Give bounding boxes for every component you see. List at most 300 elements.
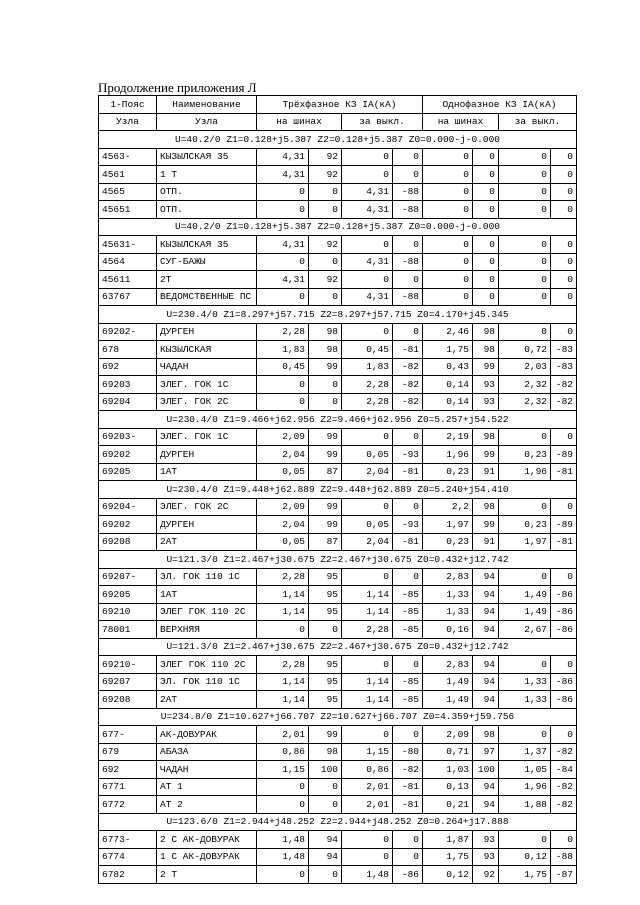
table-cell: АТ 1 <box>157 778 257 796</box>
table-cell: 99 <box>309 516 342 534</box>
table-cell: 0 <box>499 236 551 254</box>
table-cell: -87 <box>551 866 577 884</box>
table-row <box>99 831 577 849</box>
table-cell: 1,75 <box>423 848 473 866</box>
table-cell: 0 <box>423 183 473 201</box>
table-cell: 0 <box>551 253 577 271</box>
table-cell: 0 <box>499 288 551 306</box>
table-row <box>99 603 577 621</box>
table-cell: 69207 <box>99 673 157 691</box>
table-cell: ЭЛ. ГОК 110 1С <box>157 673 257 691</box>
table-cell: ЭЛЕГ. ГОК 1С <box>157 376 257 394</box>
table-cell: -86 <box>551 586 577 604</box>
table-cell: 0 <box>342 848 393 866</box>
table-cell: 2,01 <box>342 778 393 796</box>
table-cell: 2,28 <box>342 376 393 394</box>
table-cell: 0 <box>499 148 551 166</box>
table-cell: 0 <box>342 428 393 446</box>
table-cell: 2Т <box>157 271 257 289</box>
table-row <box>99 498 577 516</box>
table-cell: 0 <box>551 201 577 219</box>
table-cell: -82 <box>393 393 423 411</box>
table-cell: 4565 <box>99 183 157 201</box>
table-cell: 0,13 <box>423 778 473 796</box>
table-cell: 0 <box>309 778 342 796</box>
table-cell: 0 <box>309 621 342 639</box>
table-cell: 0,72 <box>499 341 551 359</box>
block-parameters-row <box>99 813 577 831</box>
table-cell: 0 <box>473 236 499 254</box>
table-cell: -85 <box>393 621 423 639</box>
table-row <box>99 288 577 306</box>
table-cell: -85 <box>393 673 423 691</box>
header-3ph-behind-breaker: за выкл. <box>342 113 423 131</box>
table-cell: 0 <box>423 288 473 306</box>
table-cell: 0,71 <box>423 743 473 761</box>
table-cell: 1,49 <box>423 673 473 691</box>
table-row <box>99 726 577 744</box>
table-row <box>99 183 577 201</box>
table-cell: 0 <box>309 866 342 884</box>
table-row <box>99 533 577 551</box>
table-cell: 1,14 <box>257 603 309 621</box>
table-cell: 0 <box>309 796 342 814</box>
header-node-belt: 1-Пояс <box>99 96 157 114</box>
table-cell: ДУРГЕН <box>157 516 257 534</box>
table-cell: 1,15 <box>342 743 393 761</box>
table-cell: 0,05 <box>342 446 393 464</box>
table-cell: 0 <box>309 393 342 411</box>
table-cell: 87 <box>309 463 342 481</box>
table-cell: 4564 <box>99 253 157 271</box>
table-cell: 0,86 <box>342 761 393 779</box>
table-cell: 0 <box>551 428 577 446</box>
table-cell: 0 <box>551 271 577 289</box>
header-row-2 <box>99 113 577 131</box>
table-cell: -89 <box>551 516 577 534</box>
table-cell: -89 <box>551 446 577 464</box>
table-cell: 0 <box>473 148 499 166</box>
table-cell: 69203- <box>99 428 157 446</box>
table-cell: 4,31 <box>342 183 393 201</box>
table-cell: 1,14 <box>342 586 393 604</box>
table-cell: 1,33 <box>499 691 551 709</box>
table-row <box>99 761 577 779</box>
table-cell: 1 Т <box>157 166 257 184</box>
table-cell: ЭЛЕГ. ГОК 2С <box>157 498 257 516</box>
table-cell: 0,14 <box>423 393 473 411</box>
table-cell: 0 <box>393 148 423 166</box>
table-row <box>99 428 577 446</box>
table-cell: 6771 <box>99 778 157 796</box>
table-cell: -86 <box>551 673 577 691</box>
table-cell: 98 <box>473 323 499 341</box>
table-cell: 94 <box>473 586 499 604</box>
table-cell: -83 <box>551 341 577 359</box>
table-cell: 1,14 <box>257 691 309 709</box>
table-cell: 0 <box>257 376 309 394</box>
header-1ph-on-buses: на шинах <box>423 113 499 131</box>
table-cell: -86 <box>551 621 577 639</box>
table-cell: 1,48 <box>257 831 309 849</box>
table-cell: 99 <box>309 428 342 446</box>
table-row <box>99 253 577 271</box>
table-cell: 0 <box>342 498 393 516</box>
table-cell: 4,31 <box>257 166 309 184</box>
table-row <box>99 463 577 481</box>
block-parameters: U=123.6/0 Z1=2.944+j48.252 Z2=2.944+j48.252 Z0=0.264+j17.888 <box>99 813 577 831</box>
table-cell: 0 <box>499 253 551 271</box>
table-cell: 2,04 <box>257 516 309 534</box>
table-cell: 2,01 <box>342 796 393 814</box>
table-cell: 4,31 <box>257 148 309 166</box>
table-cell: 0 <box>551 236 577 254</box>
table-cell: 1,49 <box>499 586 551 604</box>
table-cell: 91 <box>473 463 499 481</box>
table-cell: 92 <box>309 271 342 289</box>
table-cell: 0,23 <box>423 463 473 481</box>
table-cell: 92 <box>309 148 342 166</box>
header-three-phase: Трёхфазное КЗ IA(кА) <box>257 96 423 114</box>
table-cell: 0 <box>257 183 309 201</box>
table-cell: 1,05 <box>499 761 551 779</box>
table-cell: 1,96 <box>423 446 473 464</box>
table-cell: 2,83 <box>423 656 473 674</box>
table-cell: 2,28 <box>342 621 393 639</box>
block-parameters-row <box>99 638 577 656</box>
table-cell: 0 <box>499 271 551 289</box>
header-row-1 <box>99 96 577 114</box>
table-cell: 6773- <box>99 831 157 849</box>
table-cell: 1,14 <box>342 603 393 621</box>
table-cell: 1,97 <box>423 516 473 534</box>
table-cell: 0,14 <box>423 376 473 394</box>
table-cell: -83 <box>551 358 577 376</box>
table-cell: 0 <box>499 568 551 586</box>
table-cell: 1,37 <box>499 743 551 761</box>
table-cell: 1,83 <box>342 358 393 376</box>
table-cell: 0 <box>423 166 473 184</box>
table-cell: 45651 <box>99 201 157 219</box>
table-cell: -93 <box>393 446 423 464</box>
table-cell: 1,33 <box>423 586 473 604</box>
table-cell: 0,12 <box>423 866 473 884</box>
table-cell: 2 С АК-ДОВУРАК <box>157 831 257 849</box>
table-cell: 94 <box>473 603 499 621</box>
table-cell: 1,75 <box>423 341 473 359</box>
table-cell: ЭЛЕГ ГОК 110 2С <box>157 603 257 621</box>
table-cell: 692 <box>99 761 157 779</box>
table-cell: 98 <box>309 341 342 359</box>
table-cell: 0,12 <box>499 848 551 866</box>
short-circuit-table <box>98 95 577 884</box>
table-row <box>99 586 577 604</box>
table-cell: 0 <box>342 148 393 166</box>
table-cell: 0 <box>473 166 499 184</box>
table-cell: 0 <box>423 253 473 271</box>
table-cell: КЫЗЫЛСКАЯ <box>157 341 257 359</box>
table-cell: 0 <box>423 236 473 254</box>
table-cell: 0 <box>342 568 393 586</box>
table-cell: -88 <box>393 253 423 271</box>
table-cell: ЭЛЕГ. ГОК 2С <box>157 393 257 411</box>
table-cell: 0 <box>257 393 309 411</box>
block-parameters-row <box>99 131 577 149</box>
table-cell: 0 <box>499 428 551 446</box>
table-cell: 95 <box>309 603 342 621</box>
table-cell: 0 <box>342 323 393 341</box>
table-cell: 0 <box>551 166 577 184</box>
table-cell: 94 <box>473 568 499 586</box>
table-cell: 0 <box>551 656 577 674</box>
table-cell: 63767 <box>99 288 157 306</box>
table-cell: 4563- <box>99 148 157 166</box>
table-row <box>99 393 577 411</box>
table-cell: 2,03 <box>499 358 551 376</box>
table-cell: -84 <box>551 761 577 779</box>
table-cell: 1,87 <box>423 831 473 849</box>
table-cell: 78001 <box>99 621 157 639</box>
table-cell: 91 <box>473 533 499 551</box>
table-cell: 0 <box>473 288 499 306</box>
table-cell: 0 <box>309 288 342 306</box>
table-cell: 98 <box>473 498 499 516</box>
table-cell: 0,23 <box>499 446 551 464</box>
table-cell: -82 <box>551 778 577 796</box>
table-cell: 0 <box>393 166 423 184</box>
table-cell: 0,86 <box>257 743 309 761</box>
table-cell: 0 <box>499 831 551 849</box>
table-cell: 1,88 <box>499 796 551 814</box>
table-cell: 0 <box>393 236 423 254</box>
table-cell: 45631- <box>99 236 157 254</box>
table-cell: 95 <box>309 673 342 691</box>
table-row <box>99 796 577 814</box>
table-cell: 0 <box>393 428 423 446</box>
block-parameters-row <box>99 708 577 726</box>
table-cell: 92 <box>473 866 499 884</box>
table-row <box>99 358 577 376</box>
table-cell: 0,05 <box>342 516 393 534</box>
table-cell: 0 <box>309 253 342 271</box>
table-cell: 2,28 <box>257 656 309 674</box>
table-cell: -82 <box>393 761 423 779</box>
table-cell: 0 <box>473 183 499 201</box>
table-cell: 94 <box>473 778 499 796</box>
table-cell: 0 <box>393 323 423 341</box>
table-cell: -86 <box>551 603 577 621</box>
table-cell: 94 <box>473 796 499 814</box>
table-row <box>99 568 577 586</box>
table-cell: -82 <box>551 393 577 411</box>
table-cell: 0 <box>393 848 423 866</box>
table-cell: 1,48 <box>257 848 309 866</box>
table-cell: -81 <box>393 778 423 796</box>
table-cell: 69203 <box>99 376 157 394</box>
table-cell: 94 <box>473 656 499 674</box>
table-cell: -81 <box>551 463 577 481</box>
table-cell: 99 <box>309 726 342 744</box>
table-cell: 1,14 <box>257 673 309 691</box>
table-cell: 1,49 <box>499 603 551 621</box>
table-cell: ЧАДАН <box>157 358 257 376</box>
table-cell: 0 <box>393 831 423 849</box>
header-3ph-on-buses: на шинах <box>257 113 342 131</box>
table-cell: 677- <box>99 726 157 744</box>
table-cell: 93 <box>473 831 499 849</box>
table-cell: 1,03 <box>423 761 473 779</box>
table-cell: 0 <box>499 726 551 744</box>
table-cell: 1,83 <box>257 341 309 359</box>
table-cell: 679 <box>99 743 157 761</box>
table-cell: 0 <box>473 271 499 289</box>
table-cell: 0 <box>393 656 423 674</box>
table-cell: АК-ДОВУРАК <box>157 726 257 744</box>
table-cell: -85 <box>393 603 423 621</box>
table-cell: 69202 <box>99 516 157 534</box>
table-row <box>99 656 577 674</box>
block-parameters: U=230.4/0 Z1=9.448+j62.889 Z2=9.448+j62.889 Z0=5.240+j54.410 <box>99 481 577 499</box>
table-row <box>99 148 577 166</box>
table-cell: 1,48 <box>342 866 393 884</box>
table-cell: ВЕРХНЯЯ <box>157 621 257 639</box>
table-cell: 95 <box>309 586 342 604</box>
table-cell: 2АТ <box>157 691 257 709</box>
table-cell: -81 <box>551 533 577 551</box>
table-cell: 100 <box>309 761 342 779</box>
table-cell: 0 <box>393 726 423 744</box>
table-row <box>99 516 577 534</box>
table-cell: 99 <box>309 498 342 516</box>
table-cell: 0 <box>309 183 342 201</box>
header-name: Наименование <box>157 96 257 114</box>
page-heading: Продолжение приложения Л <box>98 80 257 95</box>
table-cell: 1АТ <box>157 586 257 604</box>
table-cell: 1,14 <box>342 691 393 709</box>
table-cell: 2,09 <box>257 428 309 446</box>
table-cell: СУГ-БАЖЫ <box>157 253 257 271</box>
table-cell: 94 <box>473 673 499 691</box>
table-row <box>99 323 577 341</box>
table-cell: -82 <box>551 376 577 394</box>
table-cell: 0 <box>342 831 393 849</box>
table-cell: -85 <box>393 586 423 604</box>
table-row <box>99 201 577 219</box>
table-cell: -82 <box>551 796 577 814</box>
table-cell: 99 <box>473 446 499 464</box>
table-cell: 87 <box>309 533 342 551</box>
table-cell: -88 <box>393 183 423 201</box>
table-cell: 95 <box>309 568 342 586</box>
table-cell: ЧАДАН <box>157 761 257 779</box>
table-cell: 0,16 <box>423 621 473 639</box>
table-cell: 1,75 <box>499 866 551 884</box>
table-cell: 2 Т <box>157 866 257 884</box>
table-cell: 94 <box>473 691 499 709</box>
table-row <box>99 166 577 184</box>
table-cell: 0 <box>257 778 309 796</box>
table-cell: 92 <box>309 236 342 254</box>
table-cell: 0 <box>393 568 423 586</box>
table-row <box>99 621 577 639</box>
table-row <box>99 778 577 796</box>
table-cell: 2АТ <box>157 533 257 551</box>
table-row <box>99 848 577 866</box>
table-cell: 93 <box>473 376 499 394</box>
table-cell: 2,32 <box>499 376 551 394</box>
table-cell: 692 <box>99 358 157 376</box>
table-cell: 2,04 <box>342 533 393 551</box>
table-cell: 2,09 <box>423 726 473 744</box>
table-row <box>99 271 577 289</box>
table-cell: 6782 <box>99 866 157 884</box>
table-cell: ЭЛЕГ ГОК 110 2С <box>157 656 257 674</box>
table-cell: 45611 <box>99 271 157 289</box>
table-cell: 2,67 <box>499 621 551 639</box>
header-node-name: Узла <box>157 113 257 131</box>
table-cell: 2,28 <box>342 393 393 411</box>
table-cell: 69207- <box>99 568 157 586</box>
table-cell: 94 <box>473 621 499 639</box>
table-row <box>99 743 577 761</box>
table-cell: 0 <box>551 183 577 201</box>
block-parameters-row <box>99 306 577 324</box>
table-cell: -93 <box>393 516 423 534</box>
block-parameters: U=230.4/0 Z1=8.297+j57.715 Z2=8.297+j57.715 Z0=4.170+j45.345 <box>99 306 577 324</box>
table-cell: 2,04 <box>257 446 309 464</box>
table-cell: 0 <box>551 498 577 516</box>
table-cell: 100 <box>473 761 499 779</box>
table-cell: 1,33 <box>423 603 473 621</box>
table-cell: 0,05 <box>257 533 309 551</box>
table-cell: 0 <box>342 271 393 289</box>
table-cell: 97 <box>473 743 499 761</box>
table-cell: 4561 <box>99 166 157 184</box>
block-parameters-row <box>99 411 577 429</box>
table-cell: 0 <box>257 796 309 814</box>
table-row <box>99 866 577 884</box>
block-parameters: U=234.8/0 Z1=10.627+j66.707 Z2=10.627+j66.707 Z0=4.359+j59.756 <box>99 708 577 726</box>
table-cell: 1АТ <box>157 463 257 481</box>
header-node: Узла <box>99 113 157 131</box>
table-cell: 0 <box>393 271 423 289</box>
table-cell: 1,49 <box>423 691 473 709</box>
table-cell: КЫЗЫЛСКАЯ 35 <box>157 236 257 254</box>
table-cell: 0,23 <box>423 533 473 551</box>
block-parameters: U=40.2/0 Z1=0.128+j5.387 Z2=0.128+j5.387 Z0=0.000-j-0.000 <box>99 131 577 149</box>
table-cell: 6774 <box>99 848 157 866</box>
table-cell: 95 <box>309 656 342 674</box>
table-cell: 0 <box>499 498 551 516</box>
table-cell: 98 <box>309 743 342 761</box>
table-cell: 2,01 <box>257 726 309 744</box>
table-cell: 0,45 <box>342 341 393 359</box>
table-cell: 0 <box>257 288 309 306</box>
table-cell: 69204 <box>99 393 157 411</box>
block-parameters: U=40.2/0 Z1=0.128+j5.387 Z2=0.128+j5.387 Z0=0.000-j-0.000 <box>99 218 577 236</box>
table-cell: 0 <box>423 148 473 166</box>
table-cell: 93 <box>473 393 499 411</box>
table-cell: 0 <box>551 323 577 341</box>
table-cell: 4,31 <box>342 253 393 271</box>
block-parameters: U=230.4/0 Z1=9.466+j62.956 Z2=9.466+j62.956 Z0=5.257+j54.522 <box>99 411 577 429</box>
table-cell: -80 <box>393 743 423 761</box>
table-cell: 69202- <box>99 323 157 341</box>
table-cell: ОТП. <box>157 183 257 201</box>
table-cell: КЫЗЫЛСКАЯ 35 <box>157 148 257 166</box>
table-cell: 0 <box>551 568 577 586</box>
table-cell: 0 <box>257 253 309 271</box>
